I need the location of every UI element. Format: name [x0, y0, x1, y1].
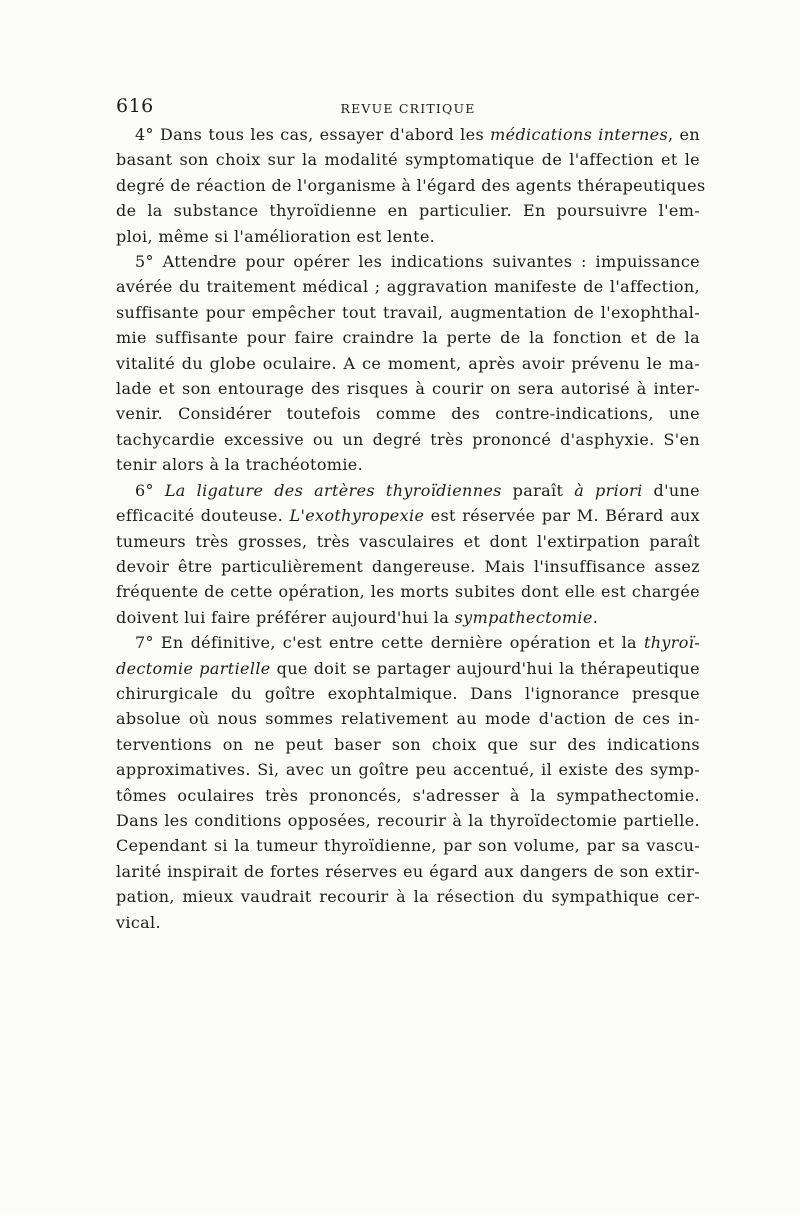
text-line: approximatives. Si, avec un goître peu accentué, il existe des symp- [116, 760, 700, 780]
text-line: efficacité douteuse. L'exothyropexie est réservée par M. Bérard aux [116, 506, 701, 526]
text-line: Dans les conditions opposées, recourir à la thyroïdectomie partielle. [116, 810, 700, 830]
text-line: vical. [116, 912, 161, 932]
text-line: devoir être particulièrement dangereuse. Mais l'insuffisance assez [116, 556, 700, 576]
italic-text: La ligature des artères thyroïdiennes [164, 480, 502, 500]
text-line: pation, mieux vaudrait recourir à la résection du sympathique cer- [116, 887, 700, 907]
text-line: terventions on ne peut baser son choix que sur des indications [116, 734, 700, 754]
text-line: fréquente de cette opération, les morts subites dont elle est chargée [116, 582, 700, 602]
paragraph [116, 249, 700, 478]
page-header [116, 95, 700, 123]
page-number: 616 [116, 95, 154, 117]
text-line: 7° En définitive, c'est entre cette dernière opération et la thyroï- [135, 633, 700, 653]
text-line: suffisante pour empêcher tout travail, augmentation de l'exophthal- [116, 302, 700, 322]
paragraph [116, 478, 700, 630]
body-text [116, 122, 706, 935]
italic-text: sympathectomie [454, 607, 593, 627]
italic-text: dectomie partielle [116, 658, 271, 678]
italic-text: thyroï- [643, 633, 700, 653]
text-line: mie suffisante pour faire craindre la perte de la fonction et de la [116, 328, 700, 348]
text-line: de la substance thyroïdienne en particulier. En poursuivre l'em- [116, 201, 700, 221]
text-line: tômes oculaires très prononcés, s'adresser à la sympathectomie. [116, 785, 700, 805]
italic-text: L'exothyropexie [289, 506, 425, 526]
text-line: 4° Dans tous les cas, essayer d'abord les médications internes, en [135, 125, 701, 144]
paragraph [116, 630, 700, 935]
text-line: basant son choix sur la modalité symptomatique de l'affection et le [116, 150, 700, 170]
text-line: absolue où nous sommes relativement au mode d'action de ces in- [116, 709, 700, 729]
text-line: 5° Attendre pour opérer les indications suivantes : impuissance [135, 252, 700, 272]
text-line: lade et son entourage des risques à courir on sera autorisé à inter- [116, 379, 700, 399]
text-line: tenir alors à la trachéotomie. [116, 455, 364, 475]
italic-text: à priori [574, 480, 643, 500]
running-title: REVUE CRITIQUE [340, 101, 476, 116]
text-line: 6° La ligature des artères thyroïdiennes paraît à priori d'une [135, 480, 700, 500]
text-line: Cependant si la tumeur thyroïdienne, par son volume, par sa vascu- [116, 836, 700, 856]
text-line: degré de réaction de l'organisme à l'égard des agents thérapeutiques [116, 175, 706, 195]
text-line: larité inspirait de fortes réserves eu égard aux dangers de son extir- [116, 861, 700, 881]
text-line: chirurgicale du goître exophtalmique. Dans l'ignorance presque [116, 683, 700, 703]
text-line: venir. Considérer toutefois comme des contre-indications, une [116, 404, 700, 424]
paragraph [116, 122, 706, 249]
text-line: ploi, même si l'amélioration est lente. [116, 226, 436, 246]
text-line: doivent lui faire préférer aujourd'hui la sympathectomie. [116, 607, 599, 627]
text-line: dectomie partielle que doit se partager aujourd'hui la thérapeutique [116, 658, 701, 678]
text-line: tachycardie excessive ou un degré très prononcé d'asphyxie. S'en [116, 429, 700, 449]
text-line: tumeurs très grosses, très vasculaires et dont l'extirpation paraît [116, 531, 700, 551]
text-line: avérée du traitement médical ; aggravation manifeste de l'affection, [116, 277, 700, 297]
text-line: vitalité du globe oculaire. A ce moment, après avoir prévenu le ma- [116, 353, 700, 373]
italic-text: médications internes [490, 125, 669, 144]
